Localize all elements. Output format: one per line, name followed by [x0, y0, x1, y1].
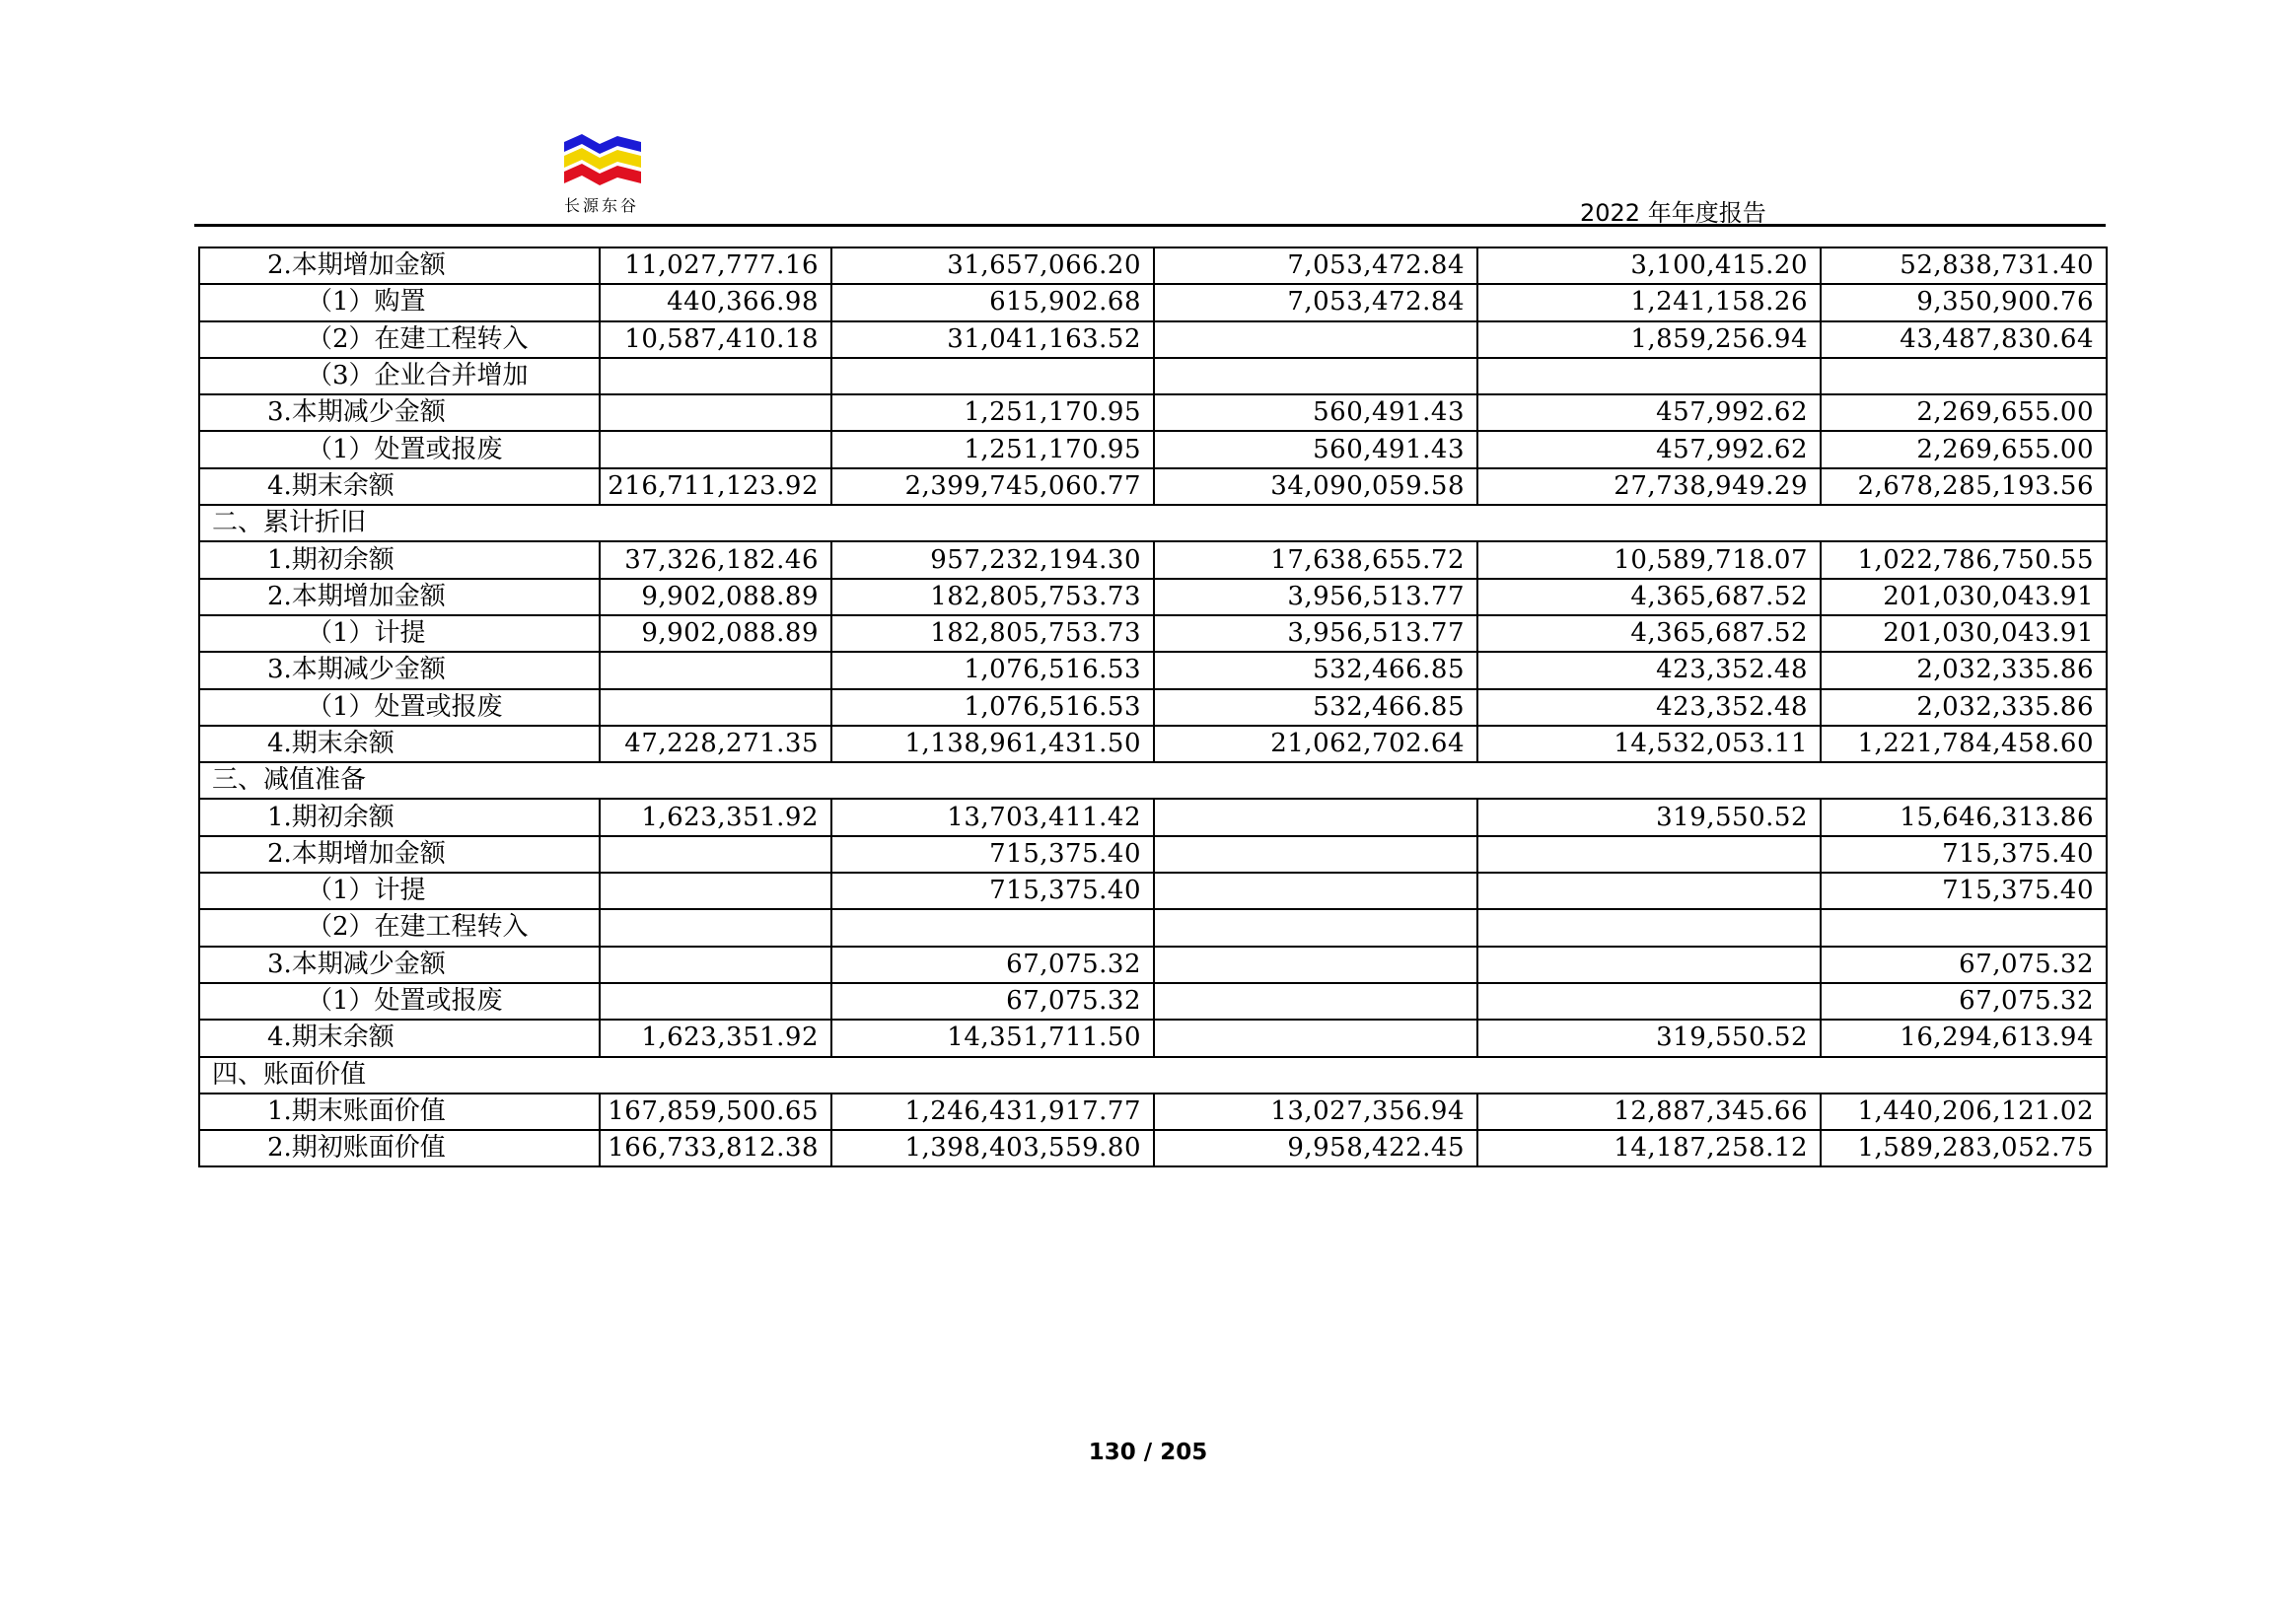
value-cell: [600, 689, 831, 726]
value-cell: 11,027,777.16: [600, 247, 831, 284]
value-cell: 27,738,949.29: [1477, 468, 1821, 505]
value-cell: [600, 909, 831, 946]
value-cell: [1154, 947, 1477, 983]
value-cell: 1,623,351.92: [600, 799, 831, 835]
value-cell: 182,805,753.73: [831, 579, 1154, 615]
value-cell: [600, 652, 831, 688]
table-row: [199, 468, 2107, 505]
value-cell: 3,956,513.77: [1154, 579, 1477, 615]
row-label: 1.期初余额: [199, 541, 600, 578]
header-divider: [194, 224, 2106, 227]
value-cell: 2,678,285,193.56: [1821, 468, 2107, 505]
row-label: 2.本期增加金额: [199, 247, 600, 284]
value-cell: 31,657,066.20: [831, 247, 1154, 284]
value-cell: 13,027,356.94: [1154, 1094, 1477, 1130]
value-cell: [1154, 1020, 1477, 1056]
value-cell: [1154, 799, 1477, 835]
value-cell: 2,032,335.86: [1821, 689, 2107, 726]
value-cell: 532,466.85: [1154, 652, 1477, 688]
logo-text: 长源东谷: [564, 196, 640, 215]
value-cell: [1154, 321, 1477, 358]
value-cell: 16,294,613.94: [1821, 1020, 2107, 1056]
value-cell: 201,030,043.91: [1821, 615, 2107, 652]
value-cell: [1477, 836, 1821, 873]
value-cell: 715,375.40: [1821, 873, 2107, 909]
value-cell: 1,859,256.94: [1477, 321, 1821, 358]
row-label: （1）处置或报废: [199, 983, 600, 1020]
value-cell: 14,351,711.50: [831, 1020, 1154, 1056]
table-row: [199, 1130, 2107, 1166]
value-cell: 457,992.62: [1477, 394, 1821, 431]
table-row: [199, 615, 2107, 652]
report-title: 2022 年年度报告: [1580, 199, 1766, 227]
value-cell: 34,090,059.58: [1154, 468, 1477, 505]
value-cell: 319,550.52: [1477, 799, 1821, 835]
value-cell: 1,251,170.95: [831, 394, 1154, 431]
value-cell: 3,956,513.77: [1154, 615, 1477, 652]
value-cell: 715,375.40: [831, 836, 1154, 873]
table-row: [199, 947, 2107, 983]
table-body: [199, 247, 2107, 1166]
value-cell: 715,375.40: [1821, 836, 2107, 873]
value-cell: 1,076,516.53: [831, 689, 1154, 726]
value-cell: 15,646,313.86: [1821, 799, 2107, 835]
row-label: 4.期末余额: [199, 726, 600, 762]
value-cell: 423,352.48: [1477, 652, 1821, 688]
value-cell: 67,075.32: [1821, 947, 2107, 983]
section-row: [199, 762, 2107, 799]
value-cell: [1154, 836, 1477, 873]
value-cell: 7,053,472.84: [1154, 247, 1477, 284]
row-label: （1）购置: [199, 284, 600, 320]
value-cell: 13,703,411.42: [831, 799, 1154, 835]
value-cell: 1,138,961,431.50: [831, 726, 1154, 762]
section-label: 二、累计折旧: [199, 505, 2107, 541]
table-row: [199, 799, 2107, 835]
value-cell: 14,187,258.12: [1477, 1130, 1821, 1166]
value-cell: 2,269,655.00: [1821, 394, 2107, 431]
value-cell: 957,232,194.30: [831, 541, 1154, 578]
value-cell: 3,100,415.20: [1477, 247, 1821, 284]
value-cell: [1477, 983, 1821, 1020]
value-cell: 2,269,655.00: [1821, 431, 2107, 467]
value-cell: [600, 358, 831, 394]
value-cell: 166,733,812.38: [600, 1130, 831, 1166]
value-cell: [1154, 983, 1477, 1020]
value-cell: [600, 836, 831, 873]
row-label: （1）计提: [199, 873, 600, 909]
value-cell: 9,350,900.76: [1821, 284, 2107, 320]
table-row: [199, 358, 2107, 394]
section-row: [199, 505, 2107, 541]
row-label: 2.期初账面价值: [199, 1130, 600, 1166]
value-cell: [831, 358, 1154, 394]
value-cell: [1154, 909, 1477, 946]
page-number: 130 / 205: [1088, 1440, 1208, 1465]
table-row: [199, 1020, 2107, 1056]
row-label: （1）处置或报废: [199, 689, 600, 726]
value-cell: 67,075.32: [831, 983, 1154, 1020]
row-label: 4.期末余额: [199, 468, 600, 505]
value-cell: [1154, 873, 1477, 909]
value-cell: 4,365,687.52: [1477, 615, 1821, 652]
row-label: （2）在建工程转入: [199, 321, 600, 358]
value-cell: 10,589,718.07: [1477, 541, 1821, 578]
row-label: 3.本期减少金额: [199, 947, 600, 983]
table-row: [199, 431, 2107, 467]
value-cell: [831, 909, 1154, 946]
value-cell: 1,241,158.26: [1477, 284, 1821, 320]
value-cell: [1477, 947, 1821, 983]
value-cell: 1,221,784,458.60: [1821, 726, 2107, 762]
value-cell: 715,375.40: [831, 873, 1154, 909]
value-cell: 560,491.43: [1154, 394, 1477, 431]
value-cell: [1477, 909, 1821, 946]
table-row: [199, 726, 2107, 762]
table-row: [199, 394, 2107, 431]
value-cell: 201,030,043.91: [1821, 579, 2107, 615]
section-label: 四、账面价值: [199, 1057, 2107, 1094]
value-cell: 7,053,472.84: [1154, 284, 1477, 320]
value-cell: 1,022,786,750.55: [1821, 541, 2107, 578]
table-row: [199, 652, 2107, 688]
value-cell: 67,075.32: [831, 947, 1154, 983]
row-label: （1）处置或报废: [199, 431, 600, 467]
table-row: [199, 873, 2107, 909]
table-row: [199, 689, 2107, 726]
table-row: [199, 909, 2107, 946]
table-row: [199, 541, 2107, 578]
row-label: 1.期末账面价值: [199, 1094, 600, 1130]
fixed-assets-table: [198, 247, 2108, 1167]
table-row: [199, 579, 2107, 615]
value-cell: [1477, 358, 1821, 394]
value-cell: 182,805,753.73: [831, 615, 1154, 652]
table-row: [199, 321, 2107, 358]
value-cell: 1,623,351.92: [600, 1020, 831, 1056]
value-cell: [600, 983, 831, 1020]
table-row: [199, 284, 2107, 320]
value-cell: 9,958,422.45: [1154, 1130, 1477, 1166]
row-label: 4.期末余额: [199, 1020, 600, 1056]
row-label: （1）计提: [199, 615, 600, 652]
value-cell: 37,326,182.46: [600, 541, 831, 578]
value-cell: 532,466.85: [1154, 689, 1477, 726]
table-row: [199, 983, 2107, 1020]
value-cell: 1,246,431,917.77: [831, 1094, 1154, 1130]
value-cell: [600, 394, 831, 431]
value-cell: 67,075.32: [1821, 983, 2107, 1020]
value-cell: [1154, 358, 1477, 394]
section-label: 三、减值准备: [199, 762, 2107, 799]
value-cell: 31,041,163.52: [831, 321, 1154, 358]
value-cell: 17,638,655.72: [1154, 541, 1477, 578]
table-row: [199, 247, 2107, 284]
value-cell: 1,076,516.53: [831, 652, 1154, 688]
value-cell: 43,487,830.64: [1821, 321, 2107, 358]
value-cell: 1,589,283,052.75: [1821, 1130, 2107, 1166]
value-cell: 1,440,206,121.02: [1821, 1094, 2107, 1130]
value-cell: 9,902,088.89: [600, 615, 831, 652]
row-label: 1.期初余额: [199, 799, 600, 835]
row-label: 3.本期减少金额: [199, 394, 600, 431]
value-cell: 1,398,403,559.80: [831, 1130, 1154, 1166]
value-cell: 2,399,745,060.77: [831, 468, 1154, 505]
value-cell: [600, 431, 831, 467]
value-cell: [1821, 358, 2107, 394]
value-cell: 52,838,731.40: [1821, 247, 2107, 284]
row-label: 3.本期减少金额: [199, 652, 600, 688]
value-cell: 216,711,123.92: [600, 468, 831, 505]
value-cell: 615,902.68: [831, 284, 1154, 320]
value-cell: 167,859,500.65: [600, 1094, 831, 1130]
row-label: （2）在建工程转入: [199, 909, 600, 946]
row-label: 2.本期增加金额: [199, 579, 600, 615]
value-cell: 21,062,702.64: [1154, 726, 1477, 762]
value-cell: 9,902,088.89: [600, 579, 831, 615]
value-cell: 14,532,053.11: [1477, 726, 1821, 762]
row-label: 2.本期增加金额: [199, 836, 600, 873]
value-cell: 12,887,345.66: [1477, 1094, 1821, 1130]
table-row: [199, 836, 2107, 873]
value-cell: [600, 873, 831, 909]
value-cell: [1477, 873, 1821, 909]
section-row: [199, 1057, 2107, 1094]
value-cell: [600, 947, 831, 983]
value-cell: 440,366.98: [600, 284, 831, 320]
value-cell: 2,032,335.86: [1821, 652, 2107, 688]
value-cell: [1821, 909, 2107, 946]
row-label: （3）企业合并增加: [199, 358, 600, 394]
value-cell: 10,587,410.18: [600, 321, 831, 358]
value-cell: 457,992.62: [1477, 431, 1821, 467]
value-cell: 319,550.52: [1477, 1020, 1821, 1056]
value-cell: 423,352.48: [1477, 689, 1821, 726]
value-cell: 47,228,271.35: [600, 726, 831, 762]
value-cell: 4,365,687.52: [1477, 579, 1821, 615]
value-cell: 1,251,170.95: [831, 431, 1154, 467]
value-cell: 560,491.43: [1154, 431, 1477, 467]
table-row: [199, 1094, 2107, 1130]
